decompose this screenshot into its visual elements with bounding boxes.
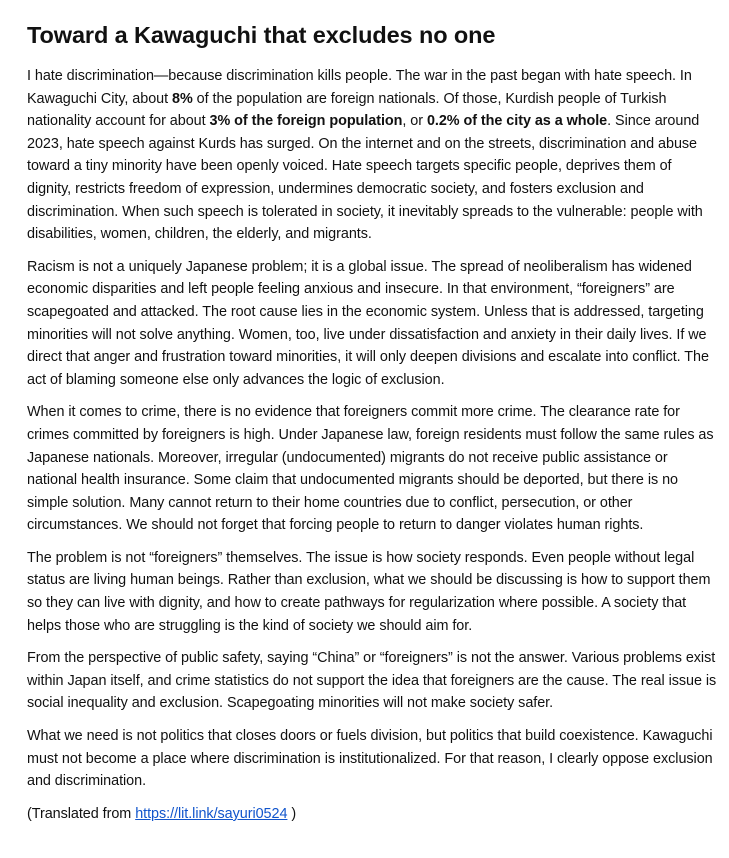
- credit-prefix: (Translated from: [27, 805, 136, 822]
- p1-text-1: I hate discrimination—because discrimination kills people. The war in the past began with hate speech. In Kawaguchi City, about: [27, 68, 692, 107]
- paragraph-society-response: The problem is not “foreigners” themselves. The issue is how society responds. Even people without legal status are living human beings. Rather than exclusion, what we should be discussing is how to support them so they can live with dignity, and how to create pathways for regularization where possible. A society that helps those who are struggling is the kind of society we should aim for.: [27, 549, 711, 634]
- credit-suffix: ): [287, 805, 297, 822]
- p1-bold-kurdish-share: 3% of the foreign population: [209, 113, 403, 130]
- translation-credit: [27, 803, 719, 826]
- paragraph-crime: When it comes to crime, there is no evidence that foreigners commit more crime. The clearance rate for crimes committed by foreigners is high. Under Japanese law, foreign residents must follow the same rules as Japanese nationals. Moreover, irregular (undocumented) migrants do not receive public assistance or national health insurance. Some claim that undocumented migrants should be deported, but there is no simple solution. Many cannot return to their home countries due to conflict, persecution, or other circumstances. We should not forget that forcing people to return to danger violates human rights.: [27, 404, 714, 534]
- paragraph-public-safety: From the perspective of public safety, saying “China” or “foreigners” is not the answer. Various problems exist within Japan itself, and crime statistics do not support the idea that foreigners are the cause. The real issue is social inequality and exclusion. Scapegoating minorities will not make society safer.: [27, 650, 717, 712]
- paragraph-hate-speech: [27, 65, 719, 246]
- paragraph-coexistence: What we need is not politics that closes doors or fuels division, but politics that build coexistence. Kawaguchi must not become a place where discrimination is institutionalized. For that reason, I clearly oppose exclusion and discrimination.: [27, 728, 713, 790]
- document-page: [27, 18, 719, 835]
- p1-bold-foreign-share: 8%: [172, 90, 193, 107]
- source-link[interactable]: https://lit.link/sayuri0524: [135, 805, 288, 822]
- paragraph-racism-global: Racism is not a uniquely Japanese problem; it is a global issue. The spread of neoliberalism has widened economic disparities and left people feeling anxious and insecure. In that environment, “foreigners” are scapegoated and attacked. The root cause lies in the economic system. Unless that is addressed, targeting minorities will not solve anything. Women, too, live under dissatisfaction and anxiety in their daily lives. If we direct that anger and frustration toward minorities, it will only deepen divisions and escalate into conflict. The act of blaming someone else only advances the logic of exclusion.: [27, 258, 709, 388]
- p1-bold-city-share: 0.2% of the city as a whole: [426, 113, 608, 130]
- p1-text-2: of the population are foreign nationals. Of those, Kurdish people of Turkish nationality account for about: [27, 90, 667, 130]
- p1-text-4: . Since around 2023, hate speech against Kurds has surged. On the internet and on the streets, discrimination and abuse toward a tiny minority have been openly voiced. Hate speech targets specific people, deprives them of dignity, restricts freedom of expression, undermines democratic society, and fosters exclusion and discrimination. When such speech is tolerated in society, it inevitably spreads to the vulnerable: people with disabilities, women, children, the elderly, and migrants.: [27, 113, 703, 243]
- document-title: Toward a Kawaguchi that excludes no one: [27, 22, 496, 48]
- p1-text-3: , or: [402, 113, 427, 130]
